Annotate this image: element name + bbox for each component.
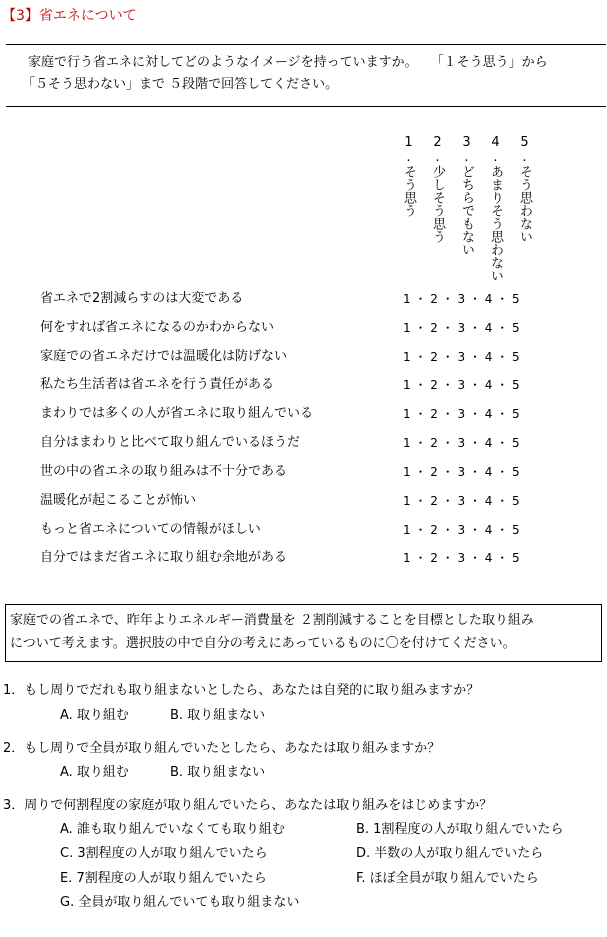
rating-scale-7[interactable]: 1 ・ 2 ・ 3 ・ 4 ・ 5 (403, 465, 520, 479)
instruction-line-2: について考えます。選択肢の中で自分の考えにあっているものに〇を付けてください。 (10, 636, 516, 651)
statement-3: 家庭での省エネだけでは温暖化は防げない (40, 349, 288, 364)
q3-option-a[interactable]: A. 誰も取り組んでいなくても取り組む (60, 822, 285, 837)
statement-7: 世の中の省エネの取り組みは不十分である (40, 464, 288, 479)
divider-bottom (6, 106, 606, 107)
q3-option-d[interactable]: D. 半数の人が取り組んでいたら (356, 846, 544, 861)
q3-option-b[interactable]: B. 1割程度の人が取り組んでいたら (356, 822, 564, 837)
rating-scale-1[interactable]: 1 ・ 2 ・ 3 ・ 4 ・ 5 (403, 292, 520, 306)
rating-scale-3[interactable]: 1 ・ 2 ・ 3 ・ 4 ・ 5 (403, 350, 520, 364)
q3-option-f[interactable]: F. ほぼ全員が取り組んでいたら (356, 871, 539, 886)
statement-8: 温暖化が起こることが怖い (40, 493, 197, 508)
statement-10: 自分ではまだ省エネに取り組む余地がある (40, 550, 288, 565)
intro-line-2: 「５そう思わない」まで ５段階で回答してください。 (22, 77, 339, 92)
statement-5: まわりでは多くの人が省エネに取り組んでいる (40, 406, 314, 421)
question-3: 3．周りで何割程度の家庭が取り組んでいたら、あなたは取り組みをはじめますか？ (3, 798, 493, 813)
instruction-line-1: 家庭での省エネで、昨年よりエネルギー消費量を ２割削減することを目標とした取り組み (10, 613, 534, 628)
scale-header-3: 3.どちらでもない (459, 135, 474, 256)
rating-scale-5[interactable]: 1 ・ 2 ・ 3 ・ 4 ・ 5 (403, 407, 520, 421)
instruction-box (5, 604, 602, 662)
statement-9: もっと省エネについての情報がほしい (40, 522, 261, 537)
statement-4: 私たち生活者は省エネを行う責任がある (40, 377, 275, 392)
question-2: 2．もし周りで全員が取り組んでいたとしたら、あなたは取り組みますか？ (3, 741, 441, 756)
q2-option-b[interactable]: B. 取り組まない (170, 765, 266, 780)
rating-scale-4[interactable]: 1 ・ 2 ・ 3 ・ 4 ・ 5 (403, 378, 520, 392)
q3-option-g[interactable]: G. 全員が取り組んでいても取り組まない (60, 895, 300, 910)
question-1: 1．もし周りでだれも取り組まないとしたら、あなたは自発的に取り組みますか？ (3, 683, 480, 698)
q3-option-c[interactable]: C. 3割程度の人が取り組んでいたら (60, 846, 268, 861)
rating-scale-2[interactable]: 1 ・ 2 ・ 3 ・ 4 ・ 5 (403, 321, 520, 335)
scale-header-1: 1.そう思う (401, 135, 416, 217)
rating-scale-6[interactable]: 1 ・ 2 ・ 3 ・ 4 ・ 5 (403, 436, 520, 450)
scale-header-5: 5.そう思わない (517, 135, 532, 243)
q2-option-a[interactable]: A. 取り組む (60, 765, 129, 780)
statement-2: 何をすれば省エネになるのかわからない (40, 320, 275, 335)
q1-option-b[interactable]: B. 取り組まない (170, 708, 266, 723)
scale-header-4: 4.あまりそう思わない (488, 135, 503, 282)
statement-1: 省エネで2割減らすのは大変である (40, 291, 244, 306)
intro-text (6, 52, 606, 96)
rating-scale-10[interactable]: 1 ・ 2 ・ 3 ・ 4 ・ 5 (403, 551, 520, 565)
section-title: 【3】省エネについて (2, 8, 137, 24)
intro-line-1: 家庭で行う省エネに対してどのようなイメージを持っていますか。 「１そう思う」から (28, 55, 548, 70)
statement-6: 自分はまわりと比べて取り組んでいるほうだ (40, 435, 301, 450)
q1-option-a[interactable]: A. 取り組む (60, 708, 129, 723)
scale-header-2: 2.少しそう思う (430, 135, 445, 243)
q3-option-e[interactable]: E. 7割程度の人が取り組んでいたら (60, 871, 267, 886)
rating-scale-8[interactable]: 1 ・ 2 ・ 3 ・ 4 ・ 5 (403, 494, 520, 508)
rating-scale-9[interactable]: 1 ・ 2 ・ 3 ・ 4 ・ 5 (403, 523, 520, 537)
divider-top (6, 44, 606, 45)
